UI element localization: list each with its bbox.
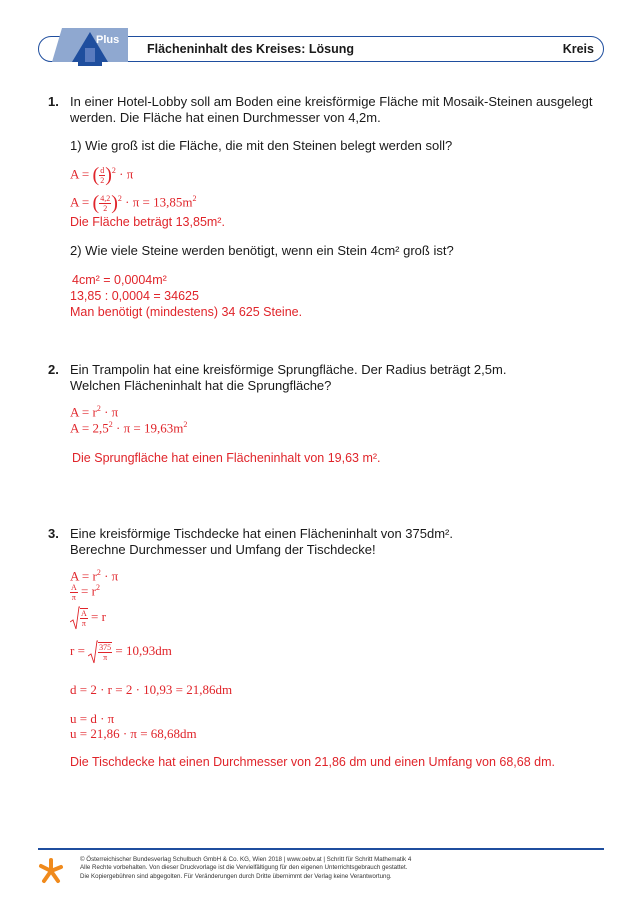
task3-formula5: d = 2 · r = 2 · 10,93 = 21,86dm bbox=[70, 682, 233, 697]
sqrt-icon bbox=[88, 640, 98, 664]
task3-formula7: u = 21,86 · π = 68,68dm bbox=[70, 726, 197, 741]
task1-question-line1: In einer Hotel-Lobby soll am Boden eine kreisförmige Fläche mit Mosaik-Steinen ausgelegt bbox=[70, 94, 593, 109]
task1-formula2: A = ( $\frac{4,2}{2}$ )$^2 \cdot \pi = 13,85m^2$ bbox=[70, 192, 197, 214]
task2-number: 2. bbox=[48, 362, 59, 377]
task2-answer: Die Sprungfläche hat einen Flächeninhalt von 19,63 m². bbox=[72, 451, 381, 465]
sqrt-icon bbox=[70, 606, 80, 630]
task3-answer: Die Tischdecke hat einen Durchmesser von 21,86 dm und einen Umfang von 68,68 dm. bbox=[70, 755, 555, 769]
task1-answer2: Man benötigt (mindestens) 34 625 Steine. bbox=[70, 305, 303, 319]
logo-text: Plus bbox=[96, 34, 120, 46]
footer-line3: Die Kopiergebühren sind abgegolten. Für Veränderungen durch Dritte übernimmt der Verlag keine Verantwortung. bbox=[80, 872, 392, 880]
task1-formula1: A = ( $\frac{d}{2}$ )$^2$ · π bbox=[70, 164, 134, 186]
task3-formula1: $A = r^2 \cdot \pi$ bbox=[70, 568, 119, 584]
task2-question-line2: Welchen Flächeninhalt hat die Sprungfläche? bbox=[70, 378, 332, 393]
task1-subquestion2: 2) Wie viele Steine werden benötigt, wenn ein Stein 4cm² groß ist? bbox=[70, 243, 454, 258]
task1-answer1: Die Fläche beträgt 13,85m². bbox=[70, 215, 225, 229]
task3-question-line2: Berechne Durchmesser und Umfang der Tischdecke! bbox=[70, 542, 376, 557]
task3-formula4: r = $\frac{375}{\pi}$ = 10,93dm bbox=[70, 640, 172, 664]
task2-formula2: $A = 2,5^2 \cdot \pi = 19,63m^2$ bbox=[70, 420, 188, 436]
task3-formula2: $\frac{A}{\pi}$ = $r^2$ bbox=[71, 583, 100, 602]
page-title: Flächeninhalt des Kreises: Lösung bbox=[147, 42, 354, 56]
task3-question-line1: Eine kreisförmige Tischdecke hat einen Flächeninhalt von 375dm². bbox=[70, 526, 453, 541]
page-topic: Kreis bbox=[562, 42, 594, 56]
plus-logo-icon bbox=[52, 28, 128, 68]
publisher-logo-icon bbox=[38, 858, 64, 884]
task1-number: 1. bbox=[48, 94, 59, 109]
task3-formula6: u = d · π bbox=[70, 711, 115, 726]
footer-line2: Alle Rechte vorbehalten. Von dieser Druckvorlage ist die Vervielfältigung für den eigenen Unterrichtsgebrauch gestattet. bbox=[80, 864, 408, 872]
task2-question-line1: Ein Trampolin hat eine kreisförmige Sprungfläche. Der Radius beträgt 2,5m. bbox=[70, 362, 507, 377]
task1-subquestion1: 1) Wie groß ist die Fläche, die mit den Steinen belegt werden soll? bbox=[70, 138, 453, 153]
footer-text bbox=[80, 856, 411, 881]
task3-number: 3. bbox=[48, 526, 59, 541]
task3-formula3: $\frac{A}{\pi}$ = r bbox=[70, 606, 106, 630]
task1-question-line2: werden. Die Fläche hat einen Durchmesser von 4,2m. bbox=[70, 110, 381, 125]
task1-calc1: 4cm² = 0,0004m² bbox=[72, 273, 167, 287]
footer-divider bbox=[38, 848, 604, 850]
task2-formula1: $A = r^2 \cdot \pi$ bbox=[70, 404, 119, 420]
footer-line1: © Österreichischer Bundesverlag Schulbuch GmbH & Co. KG, Wien 2018 | www.oebv.at | Schritt für Schritt Mathematik 4 bbox=[80, 856, 412, 863]
task1-calc2: 13,85 : 0,0004 = 34625 bbox=[70, 289, 199, 303]
